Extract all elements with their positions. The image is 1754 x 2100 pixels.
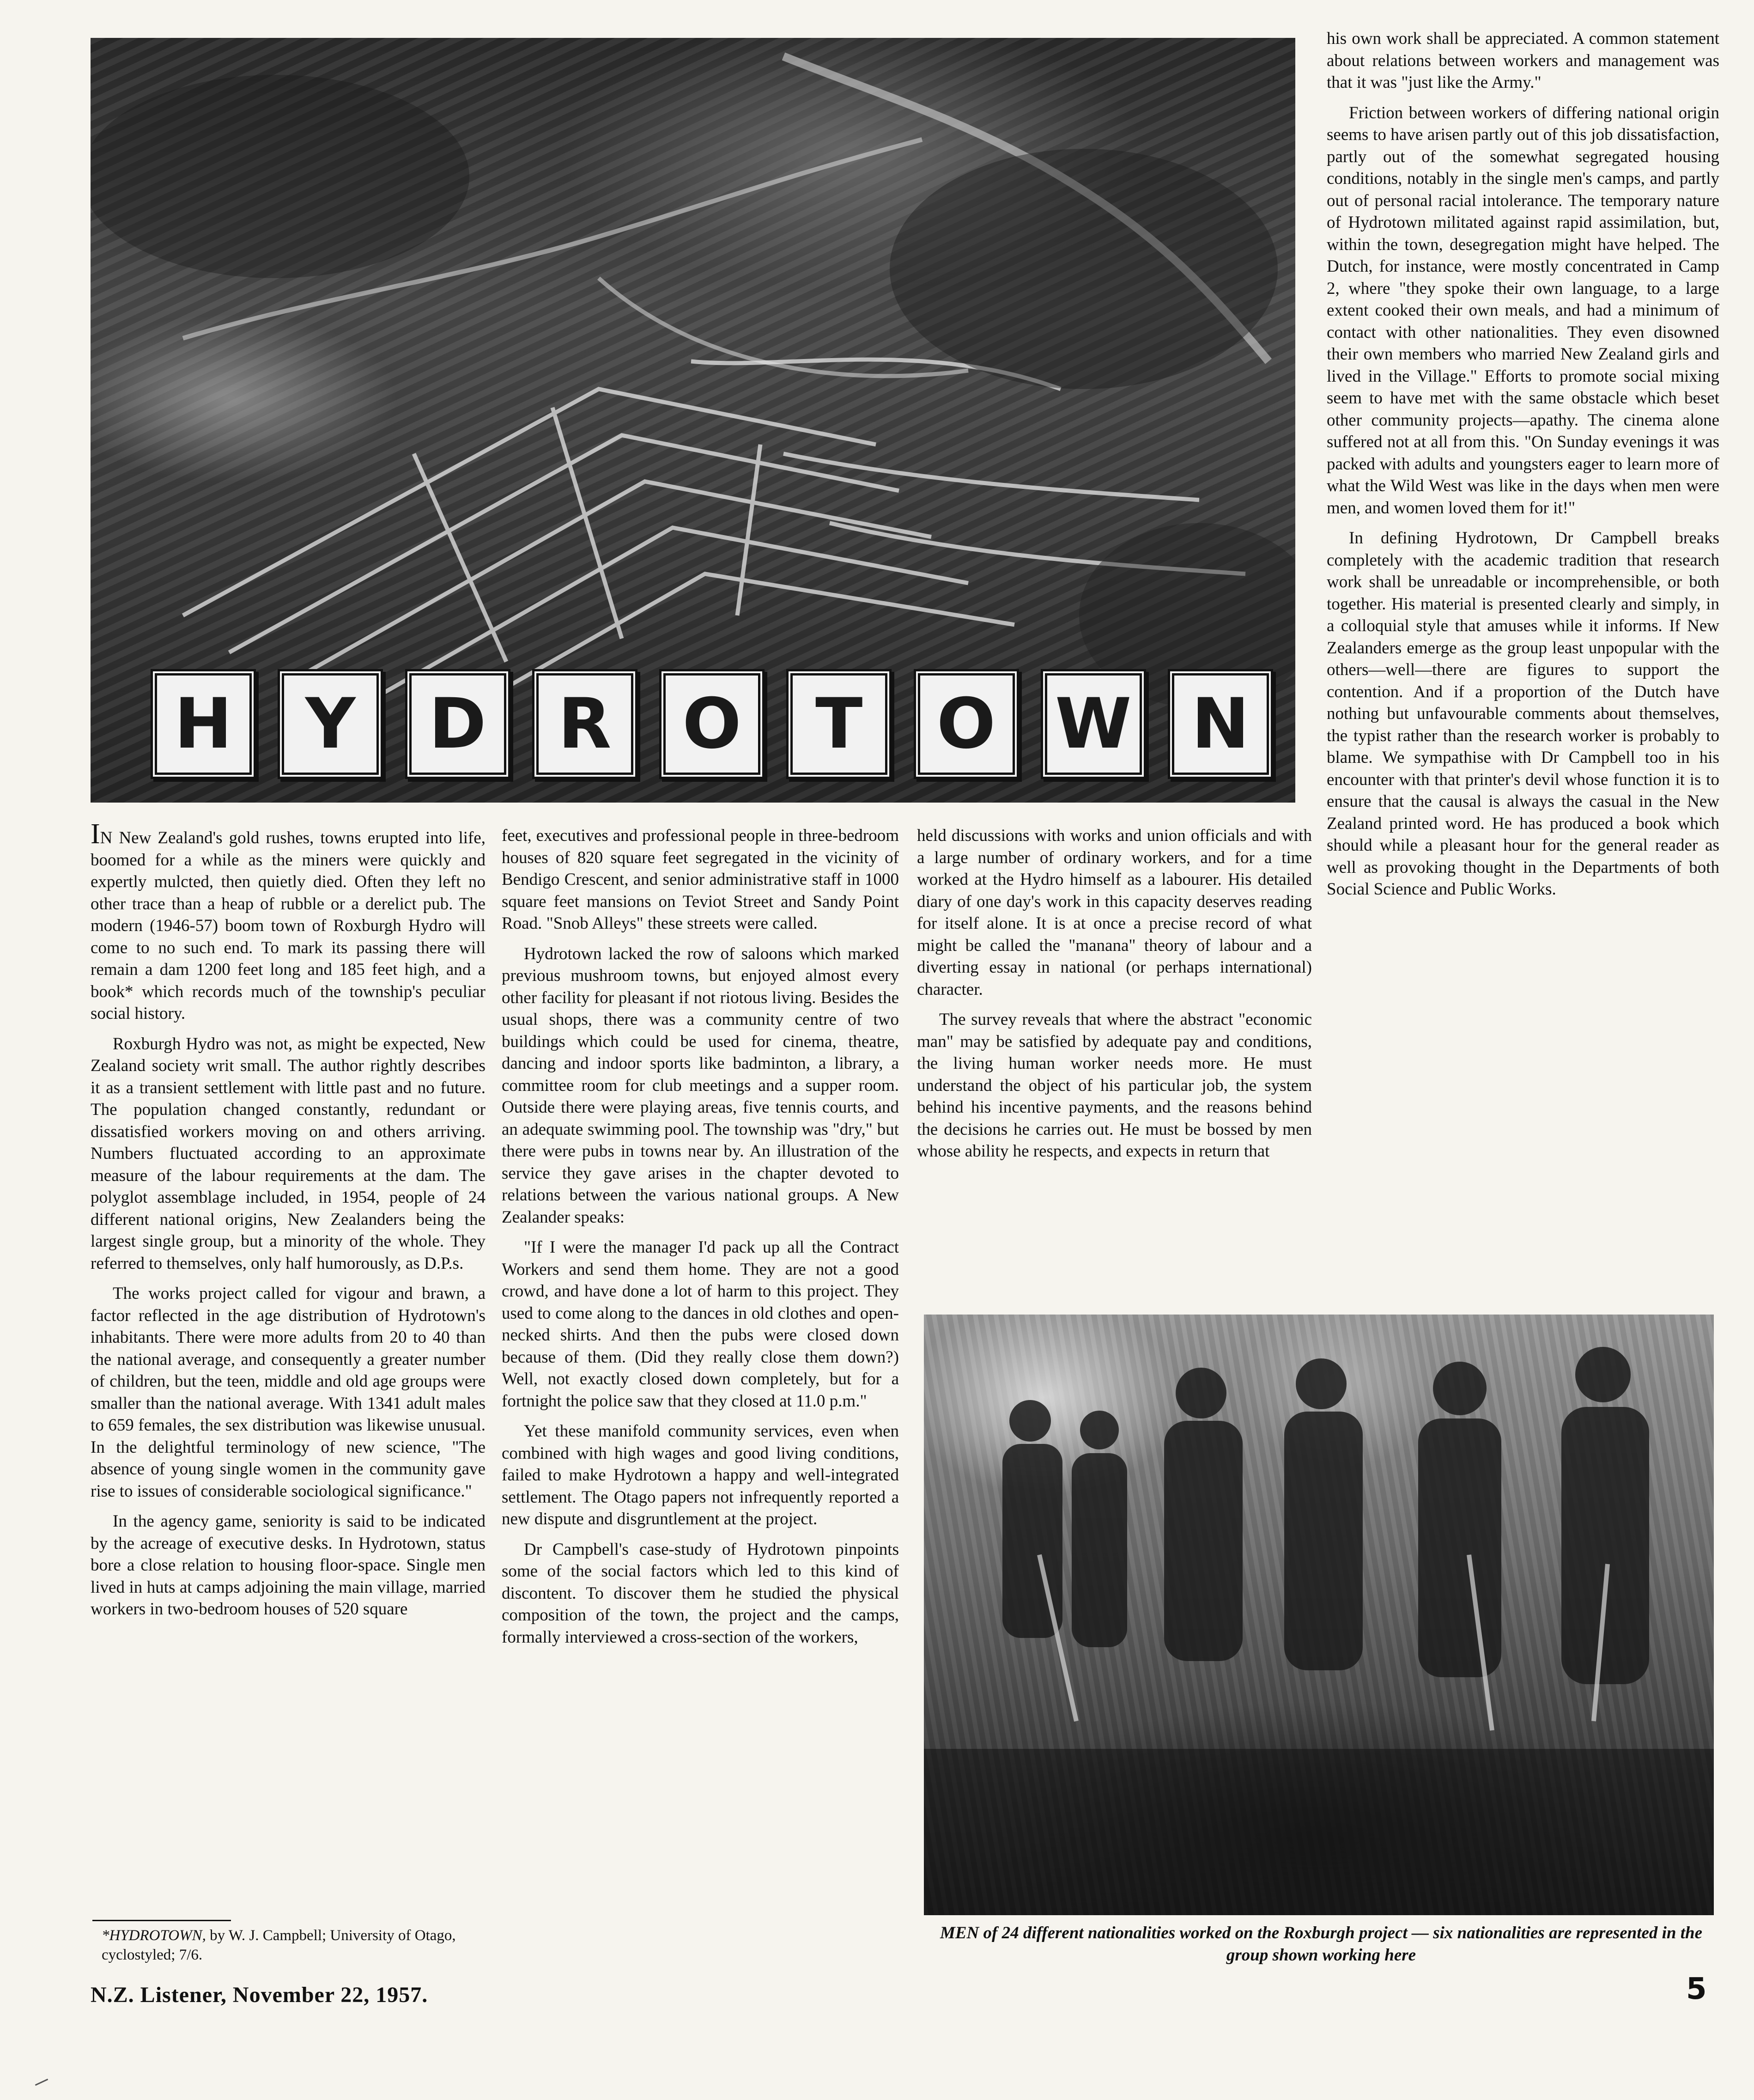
workers-photo — [924, 1315, 1714, 1915]
paragraph: held discussions with works and union officials and with a large number of ordinary workers, and for a time worked at the Hydro himself as a labourer. His detailed diary of one day's work in this capacity deserves reading for itself alone. It is at once a precise record of what might be called the "manana" theory of labour and a diverting essay in national (or perhaps international) character. — [917, 826, 1312, 999]
article-column-4 — [1327, 28, 1719, 909]
title-letter: N — [1168, 669, 1273, 779]
paragraph: Roxburgh Hydro was not, as might be expected, New Zealand society writ small. The author rightly describes it as a transient settlement with little past and no future. The population changed constantly, redundant or dissatisfied workers moving on and others arriving. Numbers fluctuated according to an approximate measure of the labour requirements at the dam. The polyglot assemblage included, in 1954, people of 24 different national origins, New Zealanders being the largest single group, but a minority of the whole. They referred to themselves, only half humorously, as D.P.s. — [91, 1034, 486, 1273]
aerial-photo-hydrotown — [91, 38, 1295, 803]
paragraph: Dr Campbell's case-study of Hydrotown pinpoints some of the social factors which led to this kind of discontent. To discover them he studied the physical composition of the town, the project and the camps, formally interviewed a cross-section of the workers, — [502, 1540, 899, 1647]
title-letter: T — [786, 669, 892, 779]
article-column-2 — [502, 825, 899, 1656]
title-letter: D — [405, 669, 510, 779]
page-number: 5 — [1686, 1972, 1707, 2006]
scan-mark — [35, 2079, 48, 2086]
workers-photo-illustration — [924, 1315, 1714, 1915]
title-letter: W — [1041, 669, 1146, 779]
caption-text: of 24 different nationalities worked on the Roxburgh project — six nationalities are represented in the group shown working here — [979, 1923, 1703, 1965]
paragraph: The works project called for vigour and brawn, a factor reflected in the age distribution of Hydrotown's inhabitants. There were more adults from 20 to 40 than the national average, and consequently a greater number of children, but the teen, middle and old age groups were smaller than the national average. With 1341 adult males to 659 females, the sex distribution was likewise unusual. In the delightful terminology of new science, "The absence of young single women in the community gave rise to issues of considerable sociological significance." — [91, 1284, 486, 1501]
footnote-divider — [92, 1920, 231, 1921]
paragraph — [91, 818, 486, 1025]
paragraph: Yet these manifold community services, even when combined with high wages and good living conditions, failed to make Hydrotown a happy and well-integrated settlement. The Otago papers not infrequently reported a new dispute and disgruntlement at the project. — [502, 1422, 899, 1528]
paragraph: his own work shall be appreciated. A common statement about relations between workers and management was that it was "just like the Army." — [1327, 29, 1719, 92]
title-letter: O — [659, 669, 765, 779]
footnote-book-title: *HYDROTOWN, — [102, 1927, 206, 1944]
paragraph: "If I were the manager I'd pack up all the Contract Workers and send them home. They are not a good crowd, and have done a lot of harm to this project. They used to come along to the dances in old clothes and open-necked shirts. And then the pubs were closed down because of them. (Did they really close them down?) Well, not exactly closed down completely, but for a fortnight the police saw that they closed at 11.0 p.m." — [502, 1238, 899, 1411]
drop-cap: I — [91, 818, 100, 850]
title-letter: Y — [278, 669, 383, 779]
footnote — [102, 1926, 480, 1965]
paragraph: Friction between workers of differing national origin seems to have arisen partly out of this job dissatisfaction, partly out of the somewhat segregated housing conditions, notably in the single men's camps, and partly out of personal racial intolerance. The temporary nature of Hydrotown militated against rapid assimilation, but, within the town, desegregation might have helped. The Dutch, for instance, were mostly concentrated in Camp 2, where "they spoke their own language, to a large extent cooked their own meals, and had a minimum of contact with other nationalities. They even disowned their own members who married New Zealand girls and lived in the Village." Efforts to promote social mixing seem to have met with the same obstacle which beset other community projects—apathy. The cinema alone suffered not at all from this. "On Sunday evenings it was packed with adults and youngsters eager to learn more of what the Wild West was like in the days when men were men, and women loved them for it!" — [1327, 103, 1719, 517]
title-letter: O — [914, 669, 1019, 779]
paragraph: feet, executives and professional people in three-bedroom houses of 820 square feet segregated in the vicinity of Bendigo Crescent, and senior administrative staff in 1000 square feet mansions on Teviot Street and Sandy Point Road. "Snob Alleys" these streets were called. — [502, 826, 899, 933]
title-letter: H — [151, 669, 256, 779]
paragraph: In defining Hydrotown, Dr Campbell breaks completely with the academic tradition that research work shall be unreadable or incomprehensible, or both together. His material is presented clearly and simply, in a colloquial style that amuses while it informs. If New Zealanders emerge as the group least unpopular with the others—well—there are figures to support the contention. And if a proportion of the Dutch have nothing but unfavourable comments about themselves, the typist rather than the research worker is probably to blame. We sympathise with Dr Campbell too in his encounter with that printer's devil whose function it is to ensure that the causal is always the casual in the New Zealand printed word. He has produced a book which should while a pleasant hour for the general reader as well as provoking thought in the Departments of both Social Science and Public Works. — [1327, 529, 1719, 899]
title-letter: R — [532, 669, 637, 779]
photo-caption — [929, 1922, 1714, 1966]
article-column-3 — [917, 825, 1312, 1171]
paragraph: The survey reveals that where the abstract "economic man" may be satisfied by adequate pay and conditions, the living human worker needs more. He must understand the object of his particular job, the system behind his incentive payments, and the reasons behind the decisions he carries out. He must be bossed by men whose ability he respects, and expects in return that — [917, 1010, 1312, 1161]
paragraph: Hydrotown lacked the row of saloons which marked previous mushroom towns, but enjoyed almost every other facility for pleasant if not riotous living. Besides the usual shops, there was a community centre of two buildings which could be used for cinema, theatre, dancing and indoor sports like badminton, a library, a committee room for club meetings and a supper room. Outside there were playing areas, five tennis courts, and an adequate swimming pool. The township was "dry," but there were pubs in towns near by. An illustration of the service they gave arises in the chapter devoted to relations between the various national groups. A New Zealander speaks: — [502, 944, 899, 1227]
paragraph-text: N New Zealand's gold rushes, towns erupted into life, boomed for a while as the miners were quickly and expertly mulcted, then quietly died. Often they left no other trace than a heap of rubble or a derelict pub. The modern (1946-57) boom town of Roxburgh Hydro will come to no such end. To mark its passing there will remain a dam 1200 feet long and 185 feet high, and a book* which records much of the township's peculiar social history. — [91, 828, 486, 1023]
caption-lead: MEN — [940, 1923, 979, 1942]
hero-title-hydrotown — [151, 671, 1273, 777]
article-column-1 — [91, 818, 486, 1629]
paragraph: In the agency game, seniority is said to be indicated by the acreage of executive desks. In Hydrotown, status bore a close relation to housing floor-space. Single men lived in huts at camps adjoining the main village, married workers in two-bedroom houses of 520 square — [91, 1512, 486, 1619]
publication-folio: N.Z. Listener, November 22, 1957. — [91, 1983, 428, 2007]
footnote-text: by W. J. Campbell; University of Otago, cyclostyled; 7/6. — [102, 1927, 456, 1963]
